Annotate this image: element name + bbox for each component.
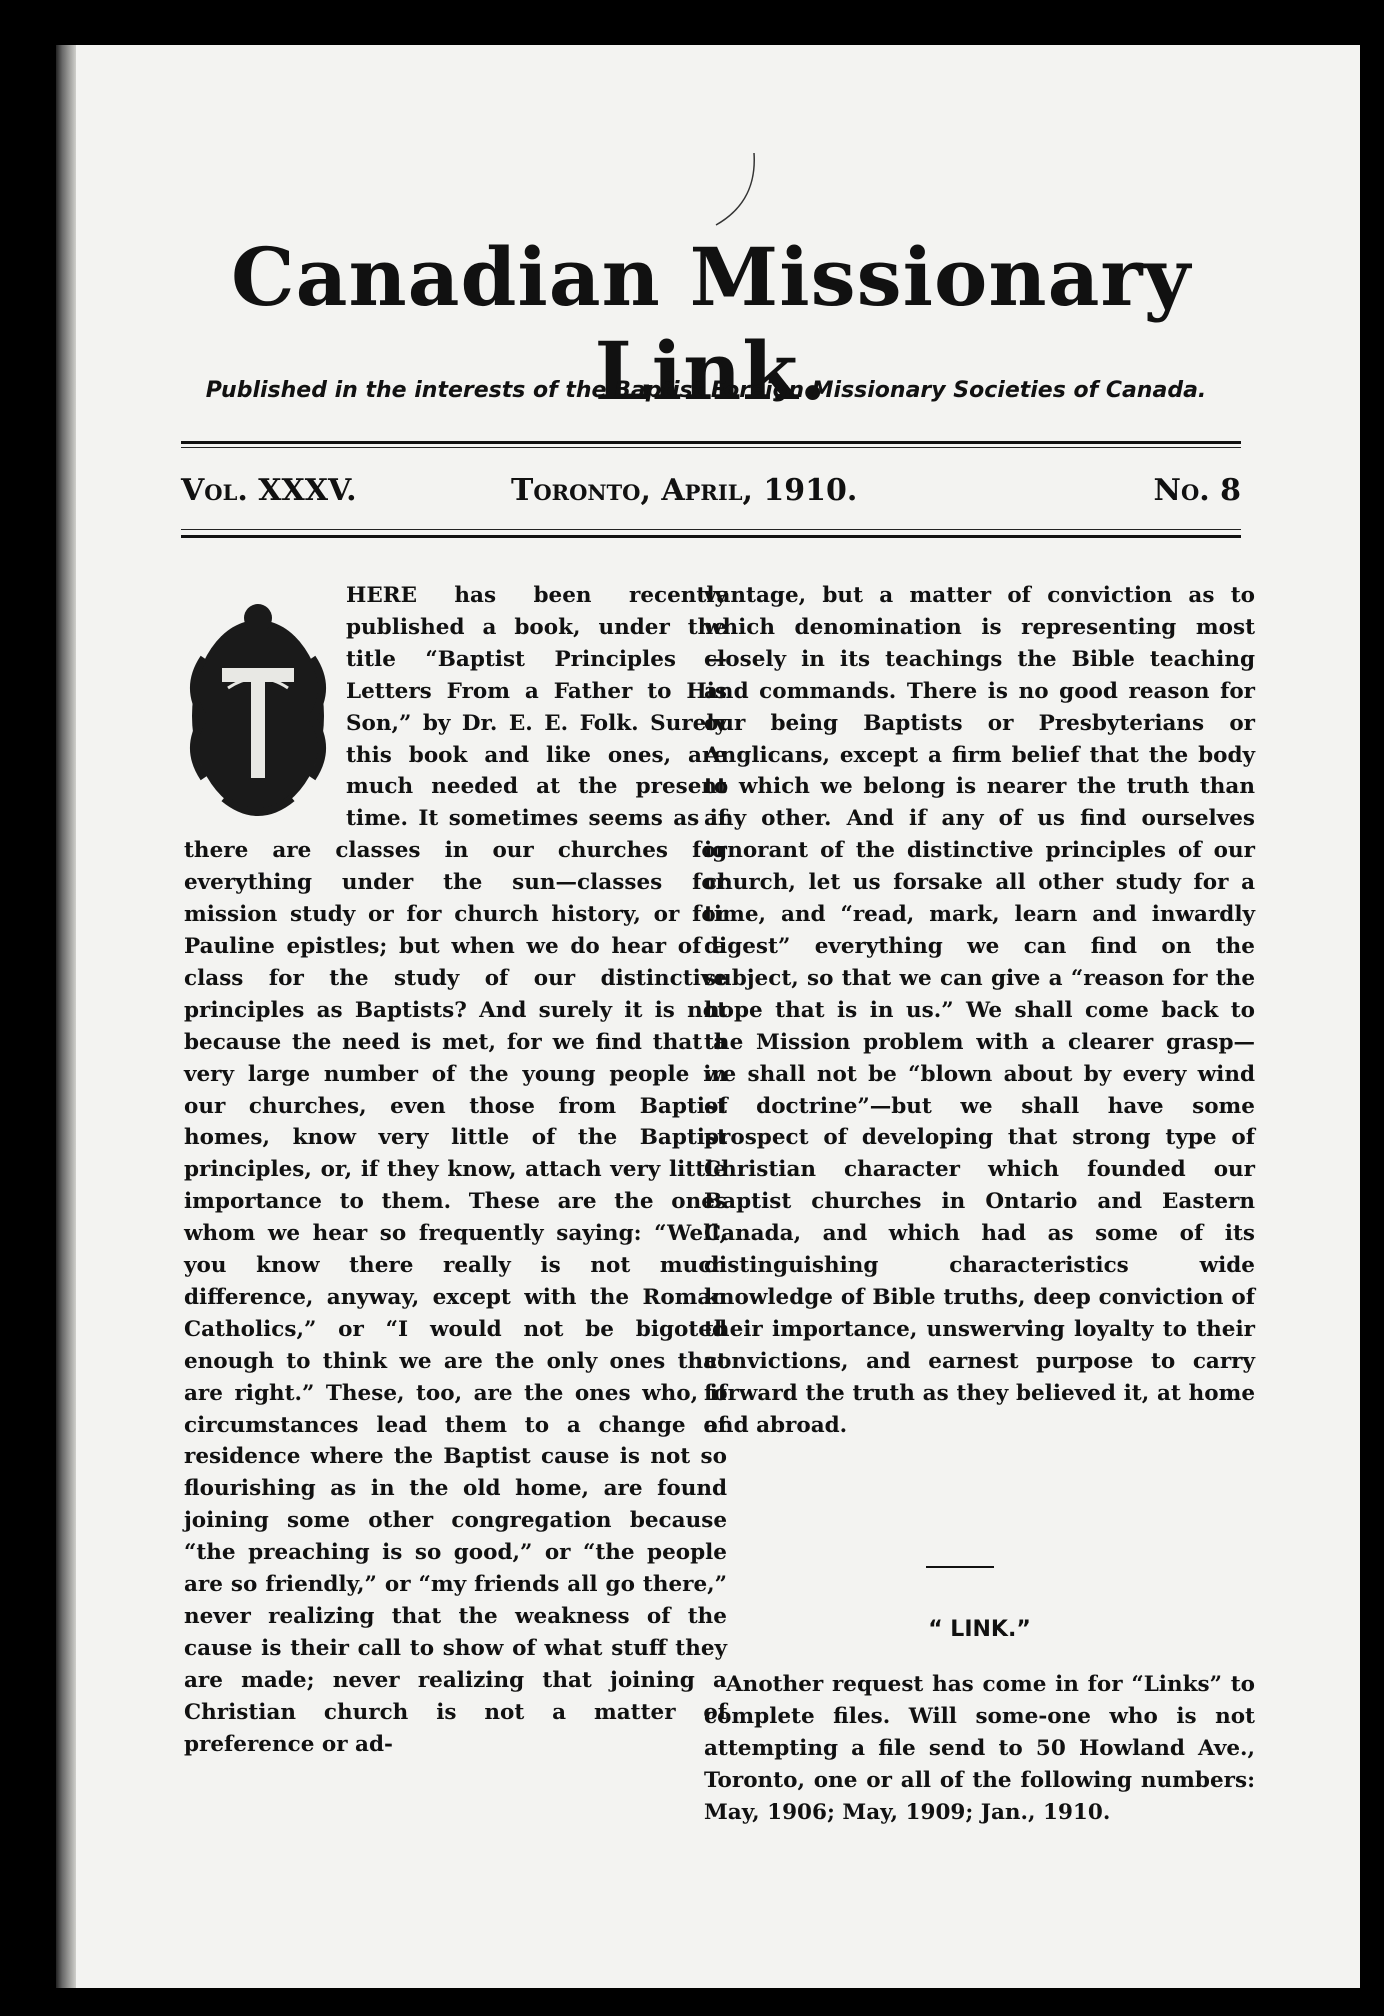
ornamental-dropcap-t	[184, 598, 332, 828]
header-rule-top	[181, 441, 1241, 444]
volume-number: Vol. XXXV.	[181, 473, 357, 508]
article-text-left: HERE has been recently published a book, under the title “Baptist Principles — Letters From a Father to His Son,” by Dr. E. E. Folk. Surely this book and like ones, are much needed at the present time. It sometimes seems as if there are classes in our churches for everything under the sun—classes for mission study or for church history, or for Pauline epistles; but when we do hear of a class for the study of our distinctive principles as Baptists? And surely it is not because the need is met, for we find that a very large number of the young people in our churches, even those from Baptist homes, know very little of the Baptist principles, or, if they know, attach very little importance to them. These are the ones whom we hear so frequently saying: “Well, you know there really is not much difference, anyway, except with the Roman Catholics,” or “I would not be bigoted enough to think we are the only ones that are right.” These, too, are the ones who, if circumstances lead them to a change of residence where the Baptist cause is not so flourishing as in the old home, are found joining some other congregation because “the preaching is so good,” or “the people are so friendly,” or “my friends all go there,” never realizing that the weakness of the cause is their call to show of what stuff they are made; never realizing that joining a Christian church is not a matter of preference or ad-	[184, 583, 727, 1757]
issue-number: No. 8	[1153, 473, 1241, 508]
article-text-right: vantage, but a matter of conviction as to which denomination is representing most closely in its teachings the Bible teaching and commands. There is no good reason for our being Baptists or Presbyterians or Anglicans, except a firm belief that the body to which we belong is nearer the truth than any other. And if any of us find ourselves ignorant of the distinctive principles of our church, let us forsake all other study for a time, and “read, mark, learn and inwardly digest” everything we can find on the subject, so that we can give a “reason for the hope that is in us.” We shall come back to the Mission problem with a clearer grasp—we shall not be “blown about by every wind of doctrine”—but we shall have some prospect of developing that strong type of Christian character which founded our Baptist churches in Ontario and Eastern Canada, and which had as some of its distinguishing characteristics wide knowledge of Bible truths, deep conviction of their importance, unswerving loyalty to their convictions, and earnest purpose to carry forward the truth as they believed it, at home and abroad.	[704, 583, 1255, 1438]
header-rule-bottom-thin	[181, 529, 1241, 530]
article-column-right	[704, 580, 1255, 1441]
page-binding-edge	[56, 45, 76, 1988]
header-rule-bottom	[181, 535, 1241, 538]
pencil-mark	[706, 153, 766, 233]
notice-body: Another request has come in for “Links” to complete files. Will some-one who is not attempting a file send to 50 Howland Ave., Toronto, one or all of the following numbers: May, 1906; May, 1909; Jan., 1910.	[704, 1672, 1255, 1825]
place-date: Toronto, April, 1910.	[511, 473, 858, 508]
section-separator	[926, 1566, 994, 1568]
newspaper-page	[56, 45, 1360, 1988]
masthead-subtitle: Published in the interests of the Baptist Foreign Missionary Societies of Canada.	[205, 378, 1207, 403]
masthead-title: Canadian Missionary Link.	[230, 230, 1192, 418]
notice-heading: “ LINK.”	[928, 1617, 1031, 1642]
article-column-left	[184, 580, 727, 1761]
header-rule-top-thin	[181, 447, 1241, 448]
